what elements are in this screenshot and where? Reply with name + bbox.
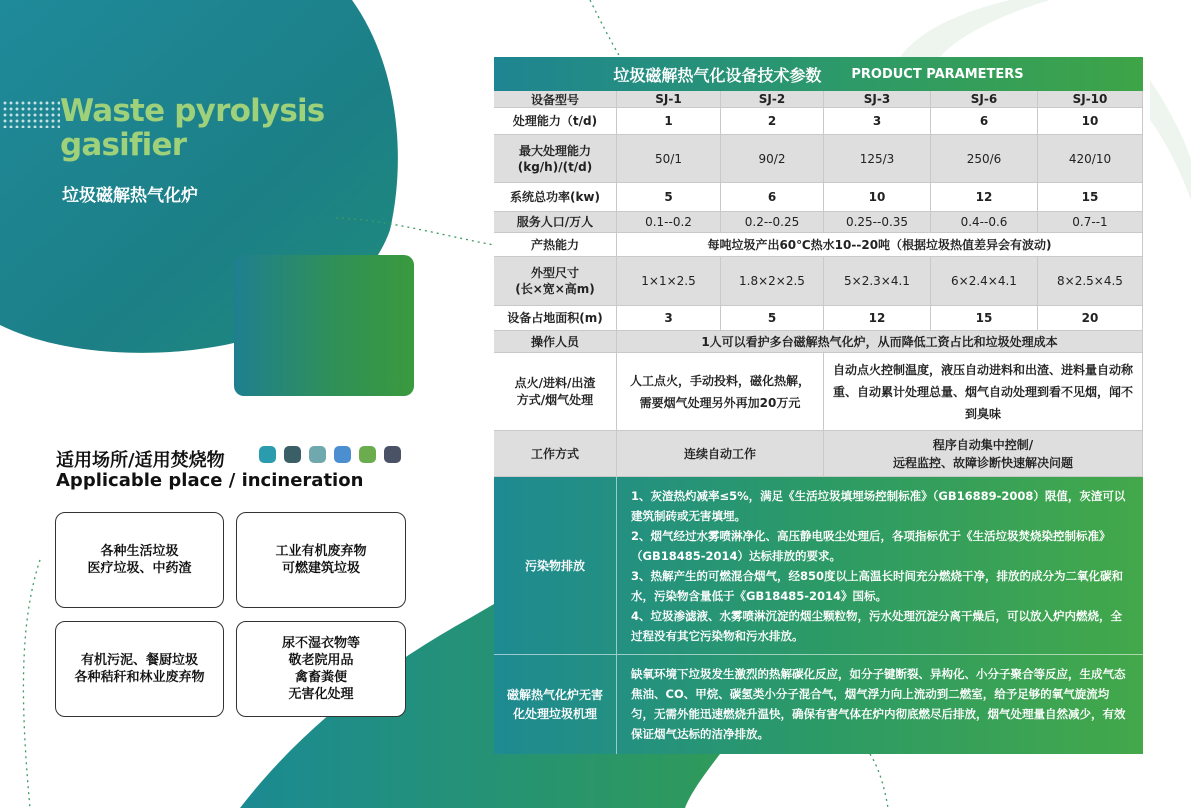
table-cell: 2 [721, 108, 824, 135]
dotted-arc-4 [870, 754, 888, 808]
table-cell: 1.8×2×2.5 [721, 257, 824, 306]
color-swatch [359, 446, 376, 463]
table-cell: 10 [1038, 108, 1143, 135]
staff-value: 1人可以看护多台磁解热气化炉，从而降低工资占比和垃圾处理成本 [617, 331, 1143, 353]
category-line: 可燃建筑垃圾 [281, 561, 360, 576]
ignition-manual: 人工点火，手动投料，磁化热解，需要烟气处理另外再加20万元 [617, 353, 824, 431]
color-swatch [334, 446, 351, 463]
category-line: 各种生活垃圾 [100, 544, 179, 559]
row-label: 系统总功率(kw) [494, 183, 617, 212]
dotted-arc-3 [590, 0, 620, 57]
color-swatch [284, 446, 301, 463]
table-cell: 15 [931, 306, 1038, 331]
color-swatch [259, 446, 276, 463]
work-manual: 连续自动工作 [617, 431, 824, 477]
row-label: 处理能力（t/d) [494, 108, 617, 135]
table-cell: 50/1 [617, 135, 721, 183]
table-cell: 6×2.4×4.1 [931, 257, 1038, 306]
table-cell: 8×2.5×4.5 [1038, 257, 1143, 306]
category-line: 无害化处理 [288, 687, 354, 702]
category-line: 敬老院用品 [288, 653, 354, 668]
dot-pattern [2, 100, 60, 128]
table-cell: 90/2 [721, 135, 824, 183]
table-cell: 250/6 [931, 135, 1038, 183]
pollutant-label: 污染物排放 [494, 477, 617, 655]
pollutant-item: 4、垃圾渗滤液、水雾喷淋沉淀的烟尘颗粒物，污水处理沉淀分离干燥后，可以放入炉内燃烧，全过程没有其它污染物和污水排放。 [631, 609, 1122, 643]
mechanism-label: 磁解热气化炉无害 化处理垃圾机理 [494, 655, 617, 754]
model-column-header: SJ-2 [721, 91, 824, 108]
ignition-auto: 自动点火控制温度，液压自动进料和出渣、进料量自动称重、自动累计处理总量、烟气自动处理到看不见烟，闻不到臭味 [824, 353, 1143, 431]
model-column-header: SJ-3 [824, 91, 931, 108]
color-swatch [309, 446, 326, 463]
table-cell: 3 [824, 108, 931, 135]
table-title-cn: 垃圾磁解热气化设备技术参数 [613, 65, 822, 85]
pollutant-item: 1、灰渣热灼减率≤5%，满足《生活垃圾填埋场控制标准》（GB16889-2008）限值，灰渣可以建筑制砖或无害填埋。 [631, 489, 1126, 523]
table-cell: 3 [617, 306, 721, 331]
table-cell: 5 [617, 183, 721, 212]
green-section [494, 477, 1143, 754]
color-swatch [384, 446, 401, 463]
table-cell: 6 [931, 108, 1038, 135]
category-box-household [55, 512, 224, 608]
row-label: 设备占地面积(m) [494, 306, 617, 331]
table-title-bar [494, 57, 1143, 91]
table-cell: 0.2--0.25 [721, 212, 824, 233]
table-cell: 0.4--0.6 [931, 212, 1038, 233]
category-line: 禽畜粪便 [294, 670, 347, 685]
table-cell: 15 [1038, 183, 1143, 212]
heat-value: 每吨垃圾产出60℃热水10--20吨（根据垃圾热值差异会有波动) [617, 233, 1143, 257]
color-swatches [259, 446, 401, 463]
category-box-sludge [55, 621, 224, 717]
row-label: 最大处理能力 (kg/h)/(t/d) [494, 135, 617, 183]
heat-label: 产热能力 [494, 233, 617, 257]
table-cell: 0.7--1 [1038, 212, 1143, 233]
table-title-en: PRODUCT PARAMETERS [851, 66, 1024, 82]
headline: Waste pyrolysis gasifier [60, 93, 325, 163]
light-stripe-1 [900, 0, 1050, 57]
work-label: 工作方式 [494, 431, 617, 477]
pollutant-text [617, 477, 1143, 655]
ignition-label: 点火/进料/出渣 方式/烟气处理 [494, 353, 617, 431]
category-box-hygiene [236, 621, 406, 717]
table-cell: 0.1--0.2 [617, 212, 721, 233]
places-subtitle: Applicable place / incineration [56, 470, 364, 491]
row-label: 外型尺寸 (长×宽×高m) [494, 257, 617, 306]
work-auto: 程序自动集中控制/ 远程监控、故障诊断快速解决问题 [824, 431, 1143, 477]
model-header: 设备型号 [494, 91, 617, 108]
table-cell: 5 [721, 306, 824, 331]
table-cell: 5×2.3×4.1 [824, 257, 931, 306]
model-column-header: SJ-6 [931, 91, 1038, 108]
model-column-header: SJ-1 [617, 91, 721, 108]
product-image [234, 255, 414, 396]
table-cell: 420/10 [1038, 135, 1143, 183]
pollutant-item: 2、烟气经过水雾喷淋净化、高压静电吸尘处理后，各项指标优于《生活垃圾焚烧染控制标准》（GB18485-2014）达标排放的要求。 [631, 529, 1111, 563]
table-cell: 6 [721, 183, 824, 212]
table-cell: 1×1×2.5 [617, 257, 721, 306]
category-line: 尿不湿衣物等 [281, 636, 360, 651]
parameters-table [494, 57, 1143, 754]
category-line: 各种秸秆和林业废弃物 [74, 670, 205, 685]
table-cell: 1 [617, 108, 721, 135]
table-cell: 10 [824, 183, 931, 212]
pollutant-item: 3、热解产生的可燃混合烟气，经850度以上高温长时间充分燃烧干净，排放的成分为二氧化碳和水，污染物含量低于《GB18485-2014》国标。 [631, 569, 1124, 603]
model-column-header: SJ-10 [1038, 91, 1143, 108]
row-label: 服务人口/万人 [494, 212, 617, 233]
table-cell: 20 [1038, 306, 1143, 331]
category-line: 有机污泥、餐厨垃圾 [80, 653, 198, 668]
dotted-arc-2 [23, 560, 40, 808]
table-cell: 12 [824, 306, 931, 331]
staff-label: 操作人员 [494, 331, 617, 353]
category-box-industrial [236, 512, 406, 608]
light-stripe-2 [1150, 80, 1191, 200]
table-cell: 12 [931, 183, 1038, 212]
category-line: 工业有机废弃物 [275, 544, 367, 559]
category-line: 医疗垃圾、中药渣 [87, 561, 192, 576]
table-cell: 125/3 [824, 135, 931, 183]
mechanism-text: 缺氧环境下垃圾发生激烈的热解碳化反应，如分子键断裂、异构化、小分子聚合等反应，生成气态焦油、CO、甲烷、碳氢类小分子混合气，烟气浮力向上流动到二燃室，给予足够的氧气旋流均匀，无需外能迅速燃烧升温快，确保有害气体在炉内彻底燃尽后排放，烟气处理量自然减少，有效保证烟气达标的洁净排放。 [631, 667, 1126, 741]
places-title: 适用场所/适用焚烧物 [56, 450, 225, 471]
subtitle: 垃圾磁解热气化炉 [62, 186, 198, 206]
table-cell: 0.25--0.35 [824, 212, 931, 233]
